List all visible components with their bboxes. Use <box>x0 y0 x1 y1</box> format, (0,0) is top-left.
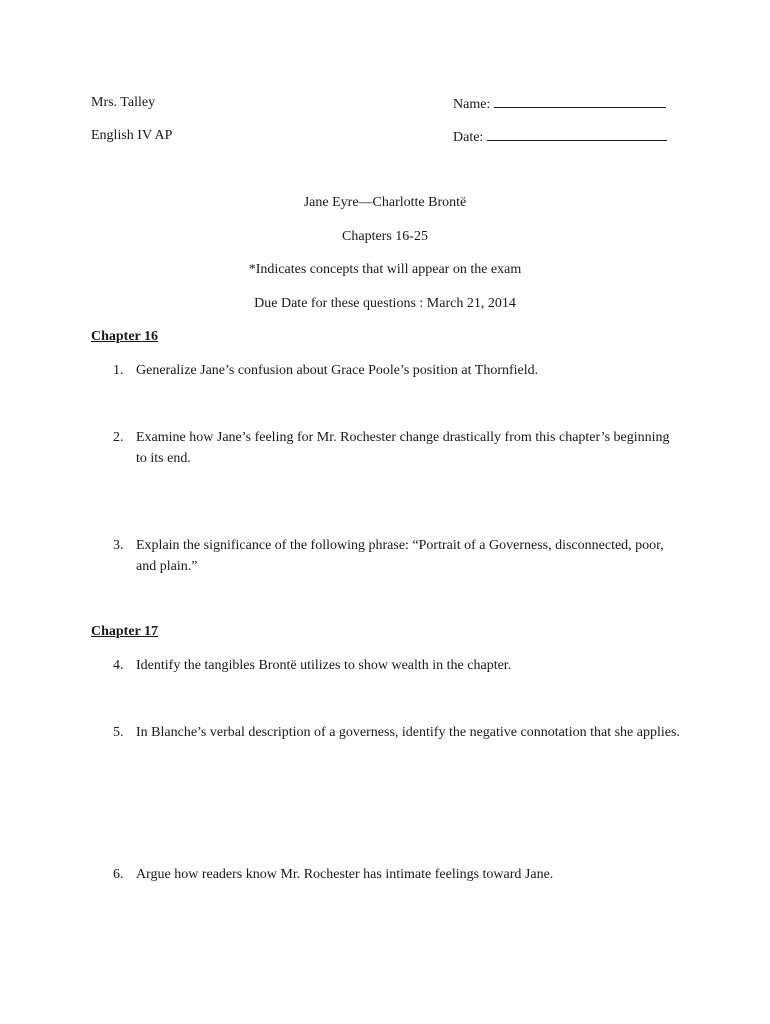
teacher-name: Mrs. Talley <box>91 95 156 110</box>
name-blank-line[interactable] <box>494 94 666 108</box>
date-blank-line[interactable] <box>487 127 667 141</box>
question-number: 2. <box>113 430 124 445</box>
question-number: 1. <box>113 363 124 378</box>
course-name: English IV AP <box>91 128 173 143</box>
question-number: 3. <box>113 538 124 553</box>
question-item <box>113 655 683 676</box>
question-text: Explain the significance of the following phrase: “Portrait of a Governess, disconnected, poor, and plain.” <box>136 538 664 574</box>
section-heading-chapter-16: Chapter 16 <box>91 329 159 344</box>
question-number: 6. <box>113 867 124 882</box>
due-date: Due Date for these questions : March 21, 2014 <box>254 296 516 311</box>
question-text: Examine how Jane’s feeling for Mr. Rochester change drastically from this chapter’s beginning to its end. <box>136 430 670 466</box>
question-item <box>113 864 683 885</box>
question-text: Identify the tangibles Brontë utilizes to show wealth in the chapter. <box>136 658 512 673</box>
question-text: Generalize Jane’s confusion about Grace Poole’s position at Thornfield. <box>136 363 539 378</box>
date-field[interactable] <box>453 127 667 147</box>
question-item <box>113 722 683 743</box>
exam-note: *Indicates concepts that will appear on the exam <box>248 262 522 277</box>
name-label: Name: <box>453 97 491 112</box>
question-number: 5. <box>113 725 124 740</box>
book-title: Jane Eyre—Charlotte Brontë <box>303 195 467 210</box>
question-text: In Blanche’s verbal description of a governess, identify the negative connotation that she applies. <box>136 725 680 740</box>
question-number: 4. <box>113 658 124 673</box>
question-text: Argue how readers know Mr. Rochester has intimate feelings toward Jane. <box>136 867 554 882</box>
chapters-range: Chapters 16-25 <box>342 229 428 244</box>
question-item <box>113 360 683 381</box>
name-field[interactable] <box>453 94 666 114</box>
section-heading-chapter-17: Chapter 17 <box>91 624 159 639</box>
question-item <box>113 427 683 469</box>
question-item <box>113 535 683 577</box>
date-label: Date: <box>453 130 484 145</box>
